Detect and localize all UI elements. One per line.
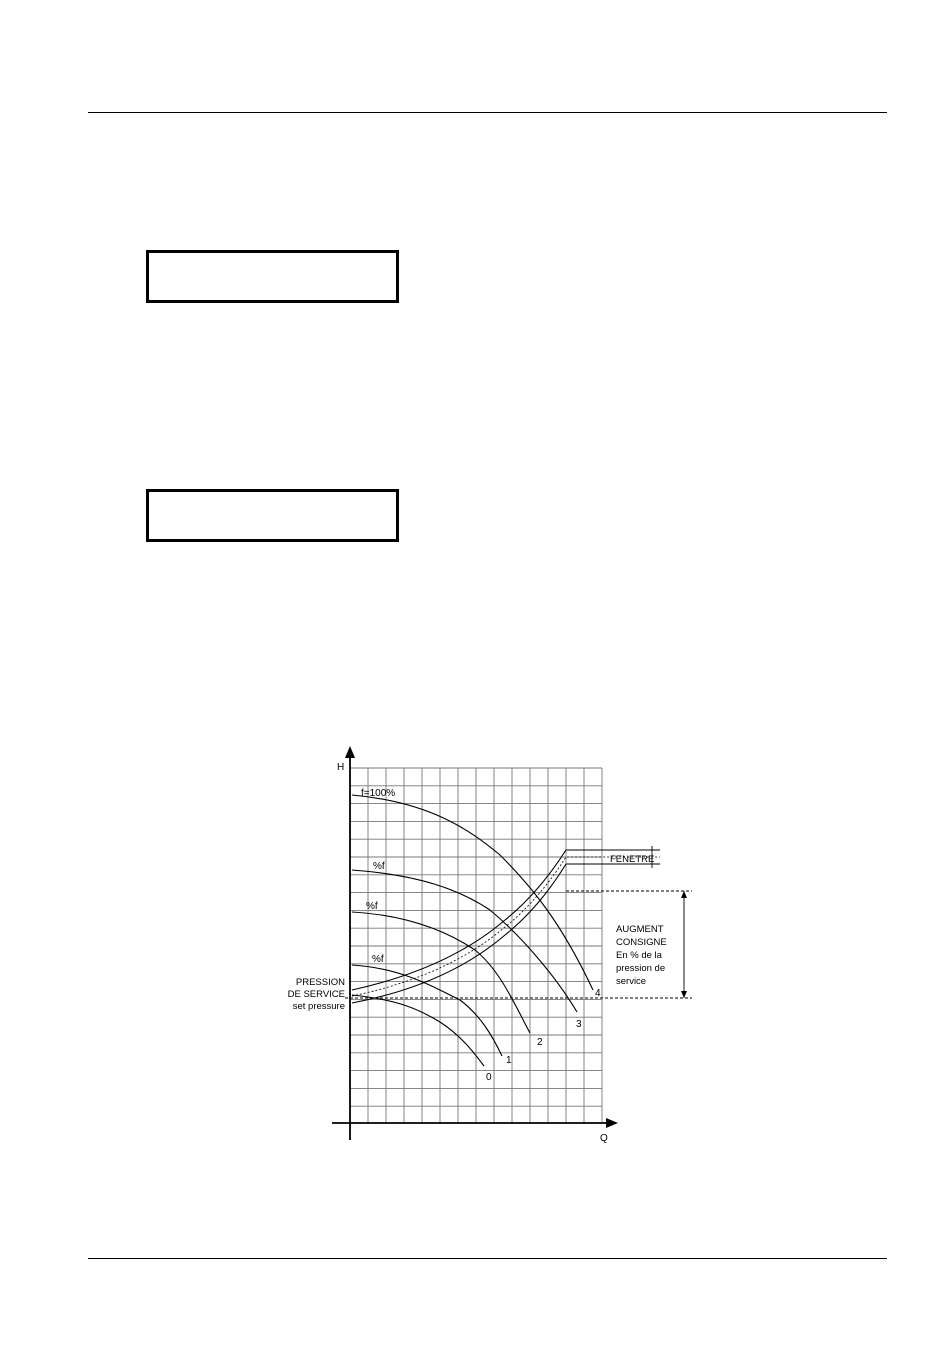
curve-label-c: %f — [372, 954, 384, 965]
pump-number-0: 0 — [486, 1072, 492, 1083]
window-upper-curve — [352, 850, 660, 990]
pump-number-4: 4 — [595, 988, 601, 999]
augment-label-line1: AUGMENT — [616, 924, 664, 935]
fenetre-label: FENETRE — [610, 854, 655, 865]
pump-number-3: 3 — [576, 1019, 582, 1030]
augment-label-line2: CONSIGNE — [616, 937, 667, 948]
curve-label-100: f=100% — [361, 788, 396, 799]
pression-label-line2: DE SERVICE — [287, 989, 345, 1000]
pump-number-1: 1 — [506, 1055, 512, 1066]
x-axis-arrow — [606, 1118, 618, 1128]
pression-label-line3: set pressure — [292, 1001, 345, 1012]
footer-rule — [88, 1258, 887, 1259]
window-mid-curve — [352, 857, 660, 996]
augment-label-line5: service — [616, 976, 647, 987]
x-axis-label: Q — [600, 1133, 608, 1144]
grid-lines — [350, 768, 602, 1123]
window-lower-curve — [352, 864, 660, 1003]
y-axis-arrow — [345, 746, 355, 758]
pump-curve-c — [352, 965, 502, 1056]
pression-label-line1: PRESSION — [295, 977, 345, 988]
augment-label-line4: pression de — [616, 963, 666, 974]
pump-curve-0 — [352, 995, 484, 1066]
pump-curve-b — [352, 912, 530, 1033]
pump-number-2: 2 — [537, 1037, 543, 1048]
augment-arrow-bottom — [681, 991, 687, 998]
augment-label-line3: En % de la — [616, 950, 662, 961]
curve-label-a: %f — [373, 861, 385, 872]
augment-arrow-top — [681, 891, 687, 898]
y-axis-label: H — [337, 762, 345, 773]
curve-label-b: %f — [366, 901, 378, 912]
